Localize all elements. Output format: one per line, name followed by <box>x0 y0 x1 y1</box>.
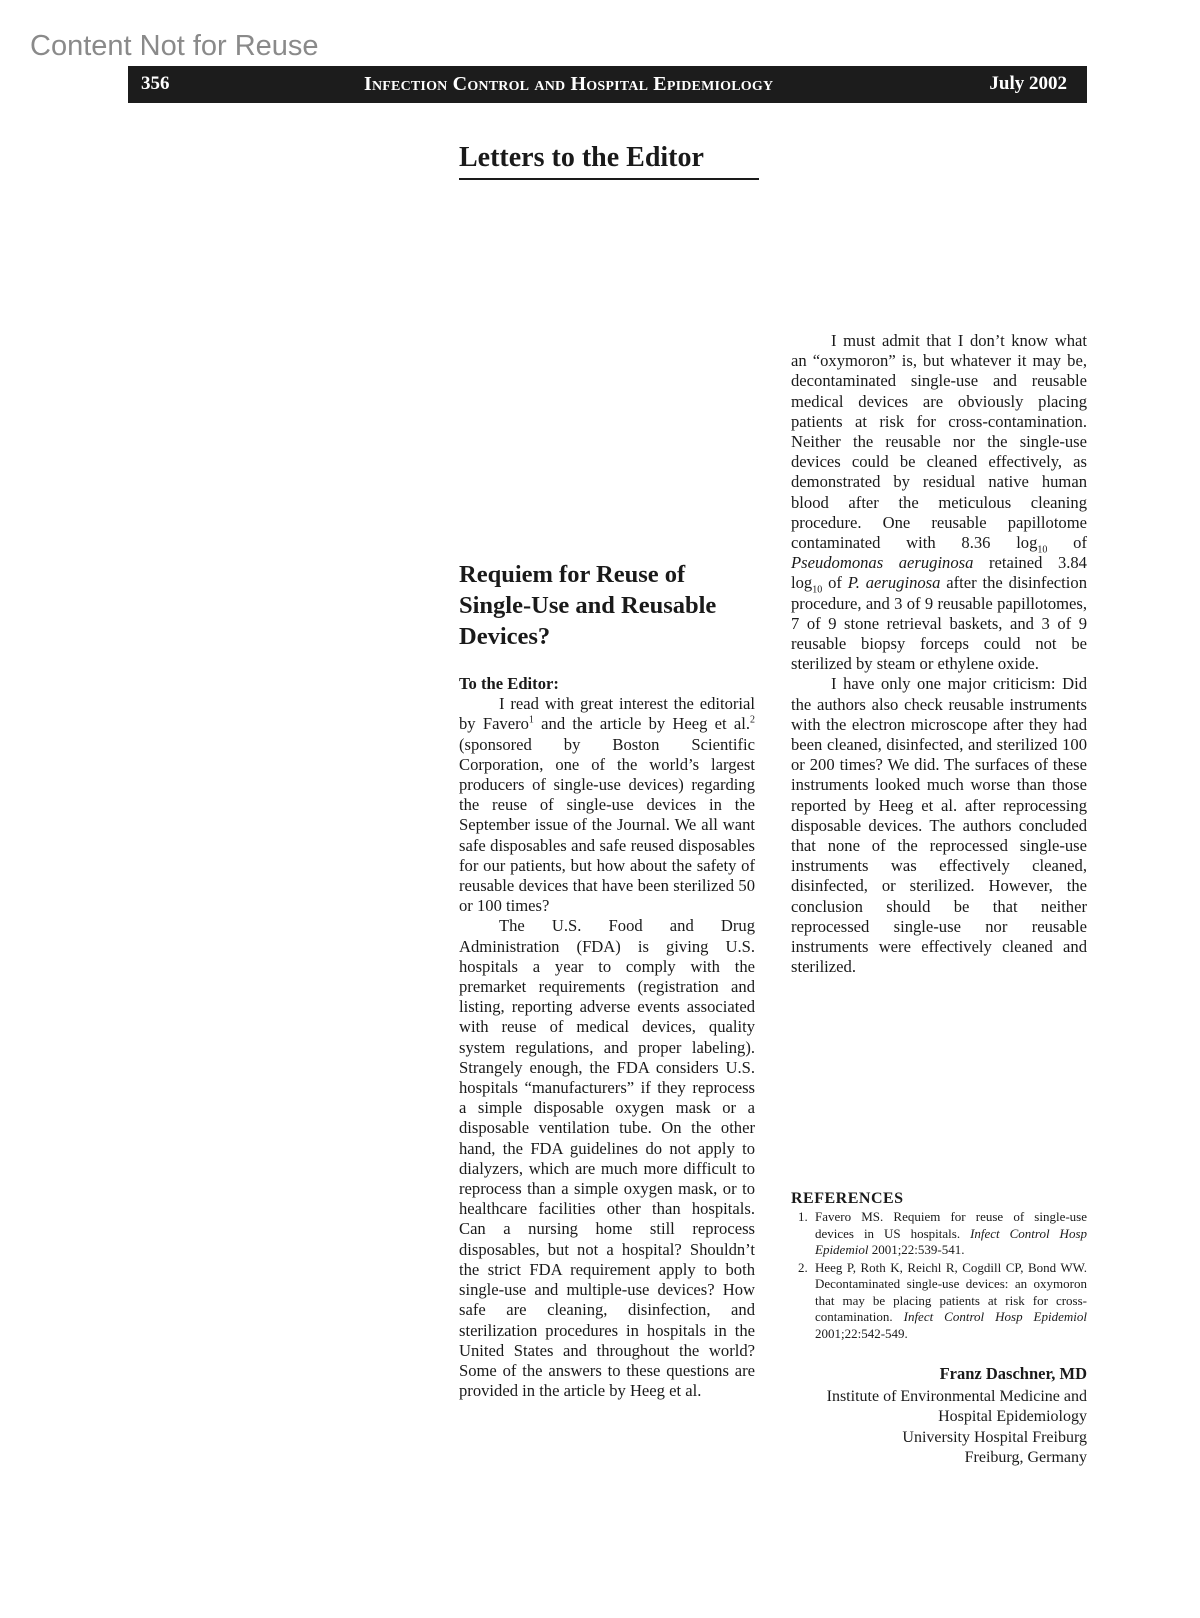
watermark: Content Not for Reuse <box>30 30 319 62</box>
reference-citation: 2001;22:539-541. <box>868 1242 965 1257</box>
affiliation-line: Hospital Epidemiology <box>938 1408 1087 1425</box>
reference-number: 1. <box>798 1209 808 1224</box>
organism-name: Pseudomonas aeruginosa <box>791 553 974 573</box>
reference-journal: Infect Control Hosp Epidemiol <box>815 1225 1088 1257</box>
reference-journal: Infect Control Hosp Epidemiol <box>903 1309 1087 1324</box>
right-column <box>791 331 1087 978</box>
subscript-10: 10 <box>812 584 823 596</box>
reference-text: Favero MS. Requiem for reuse of single-use devices in US hospitals. <box>815 1209 1087 1241</box>
running-header <box>128 66 1087 103</box>
paragraph-1 <box>459 694 755 916</box>
reference-citation: 2001;22:542-549. <box>815 1325 908 1341</box>
paragraph-4: I have only one major criticism: Did the authors also check reusable instruments with the electron microscope after they had been cleaned, disinfected, and sterilized 100 or 200 times? We did. The surfaces of these instruments looked much worse than those reported by Heeg et al. after reprocessing disposable devices. The authors concluded that none of the reprocessed single-use instruments was effectively cleaned, disinfected, or sterilized. However, the conclusion should be that neither reprocessed single-use nor reusable instruments were effectively cleaned and sterilized. <box>791 674 1087 977</box>
reference-number: 2. <box>798 1259 808 1275</box>
affiliation-line: Freiburg, Germany <box>964 1449 1087 1466</box>
section-title: Letters to the Editor <box>459 142 759 180</box>
page-number: 356 <box>141 73 170 94</box>
affiliation-line: University Hospital Freiburg <box>902 1428 1087 1446</box>
organism-abbrev: P. aeruginosa <box>847 573 941 593</box>
journal-title: Infection Control and Hospital Epidemiology <box>364 73 774 95</box>
reference-item <box>791 1209 1087 1259</box>
left-column <box>459 674 755 1401</box>
letter-title: Requiem for Reuse of Single-Use and Reusable Devices? <box>459 561 717 650</box>
affiliation-line: Institute of Environmental Medicine and <box>826 1387 1087 1405</box>
paragraph-3-part-b: of <box>1047 533 1087 553</box>
issue-date: July 2002 <box>989 73 1067 94</box>
citation-1: 1 <box>528 714 534 726</box>
paragraph-3-part-e: after the disinfection procedure, and 3 of 9 reusable papillotomes, 7 of 9 stone retrieval baskets, and 3 of 9 reusable biopsy forceps could not be sterilized by steam or ethylene oxide. <box>791 573 1087 674</box>
paragraph-3-part-a: I must admit that I don’t know what an “oxymoron” is, but whatever it may be, decontaminated single-use and reusable medical devices are obviously placing patients at risk for cross-contamination. Neither the reusable nor the single-use devices could be cleaned effectively, as demonstrated by residual native human blood after the meticulous cleaning procedure. One reusable papillotome contaminated with 8.36 log <box>791 331 1087 553</box>
paragraph-1-part-b: and the article by Heeg et al. <box>533 714 750 734</box>
paragraph-1-part-c: (sponsored by Boston Scientific Corporation, one of the world’s largest producers of single-use devices) regarding the reuse of single-use devices in the September issue of the Journal. We all want safe disposables and safe reused disposables for our patients, but how about the safety of reusable devices that have been sterilized 50 or 100 times? <box>459 734 755 916</box>
paragraph-3-part-d: of <box>822 573 848 593</box>
references-section <box>791 1190 1087 1343</box>
reference-item <box>791 1260 1087 1343</box>
paragraph-3 <box>791 331 1087 674</box>
subscript-10: 10 <box>1037 544 1048 556</box>
citation-2: 2 <box>750 714 755 726</box>
paragraph-3-part-c: retained 3.84 log <box>791 553 1087 593</box>
reference-text: Heeg P, Roth K, Reichl R, Cogdill CP, Bond WW. Decontaminated single-use devices: an oxymoron that may be placing patients at risk for cross-contamination. <box>815 1259 1087 1324</box>
references-heading: REFERENCES <box>791 1190 904 1207</box>
paragraph-1-part-a: I read with great interest the editorial by Favero <box>459 694 755 734</box>
references-list <box>791 1209 1087 1342</box>
salutation: To the Editor: <box>459 674 559 693</box>
paragraph-2: The U.S. Food and Drug Administration (FDA) is giving U.S. hospitals a year to comply with the premarket requirements (registration and listing, reporting adverse events associated with reuse of medical devices, quality system regulations, and proper labeling). Strangely enough, the FDA considers U.S. hospitals “manufacturers” if they reprocess a simple disposable oxygen mask or a disposable ventilation tube. On the other hand, the FDA guidelines do not apply to dialyzers, which are much more difficult to reprocess than a simple oxygen mask, or to healthcare facilities other than hospitals. Can a nursing home still reprocess disposables, but not a hospital? Shouldn’t the strict FDA requirement apply to both single-use and multiple-use devices? How safe are cleaning, disinfection, and sterilization procedures in hospitals in the United States and throughout the world? Some of the answers to these questions are provided in the article by Heeg et al. <box>459 916 755 1401</box>
signature-block <box>780 1364 1087 1469</box>
author-name: Franz Daschner, MD <box>939 1364 1087 1383</box>
